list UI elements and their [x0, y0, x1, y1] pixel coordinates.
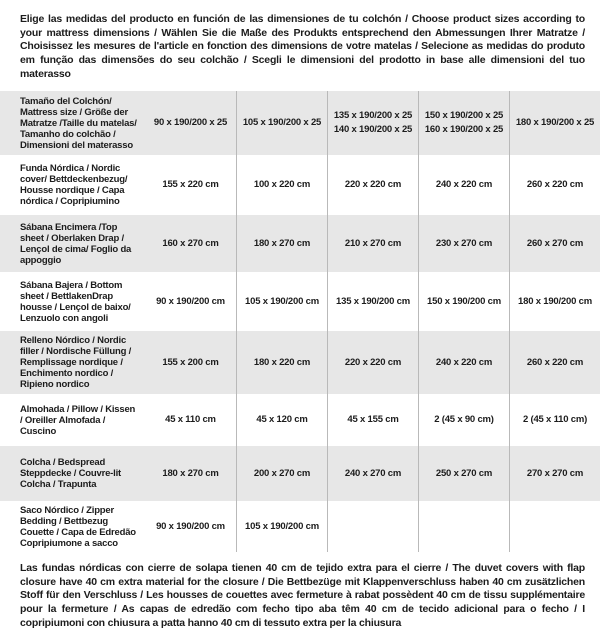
row-label: Sábana Encimera /Top sheet / Oberlaken Drap / Lençol de cima/ Foglio da appoggio	[20, 221, 132, 266]
row-label: Funda Nórdica / Nordic cover/ Bettdeckenbezug/ Housse nordique / Capa nórdica / Copripiumino	[20, 163, 128, 208]
row-label: Saco Nórdico / Zipper Bedding / Bettbezug Couette / Capa de Edredão Copripiumone a sacco	[20, 504, 136, 549]
size-cell: 220 x 220 cm	[327, 155, 418, 215]
table-row-bedspread	[0, 446, 600, 501]
size-cell: 135 x 190/200 x 25 140 x 190/200 x 25	[327, 91, 418, 155]
size-cell: 100 x 220 cm	[236, 155, 327, 215]
size-cell: 45 x 155 cm	[327, 394, 418, 446]
size-cell: 105 x 190/200 x 25	[236, 91, 327, 155]
size-cell: 155 x 220 cm	[162, 179, 219, 191]
row-label: Relleno Nórdico / Nordic filler / Nordische Füllung / Remplissage nordique / Enchimento nordico / Ripieno nordico	[20, 335, 132, 391]
size-cell: 180 x 190/200 x 25	[509, 91, 600, 155]
size-cell: 45 x 110 cm	[165, 414, 216, 426]
size-cell: 155 x 200 cm	[162, 356, 219, 368]
table-row-pillow	[0, 394, 600, 446]
size-cell	[418, 501, 509, 552]
size-cell: 150 x 190/200 cm	[418, 272, 509, 331]
size-cell: 240 x 220 cm	[418, 155, 509, 215]
size-cell: 90 x 190/200 cm	[156, 520, 225, 532]
size-cell: 45 x 120 cm	[236, 394, 327, 446]
size-cell: 260 x 220 cm	[509, 331, 600, 394]
size-cell: 260 x 220 cm	[509, 155, 600, 215]
size-cell: 220 x 220 cm	[327, 331, 418, 394]
size-cell: 230 x 270 cm	[418, 215, 509, 272]
size-cell: 200 x 270 cm	[236, 446, 327, 501]
size-cell: 135 x 190/200 cm	[327, 272, 418, 331]
size-cell: 2 (45 x 90 cm)	[418, 394, 509, 446]
table-row-zipper-bedding	[0, 501, 600, 552]
size-cell: 105 x 190/200 cm	[236, 501, 327, 552]
size-cell: 250 x 270 cm	[418, 446, 509, 501]
size-cell: 240 x 220 cm	[418, 331, 509, 394]
size-cell	[327, 501, 418, 552]
footnote-text: Las fundas nórdicas con cierre de solapa tienen 40 cm de tejido extra para el cierre / The duvet covers with flap closure have 40 cm extra material for the closure / Die Bettbezüge mit Klappenverschluss haben 40 cm zusätzlichen Stoff für den Verschluss / Les housses de couettes avec fermeture à rabat possèdent 40 cm de tissu supplémentaire pour la fermeture / As capas de edredão com fecho tipo aba têm 40 cm de tecido adicional para o fecho / I copripiumoni con chiusura a patta hanno 40 cm di tessuto extra per la chiusura	[20, 562, 585, 629]
size-cell: 240 x 270 cm	[327, 446, 418, 501]
row-label: Sábana Bajera / Bottom sheet / BettlakenDrap housse / Lençol de baixo/ Lenzuolo con angoli	[20, 279, 131, 324]
table-row-bottom-sheet	[0, 272, 600, 331]
intro-text: Elige las medidas del producto en función de las dimensiones de tu colchón / Choose product sizes according to your mattress dimensions / Wählen Sie die Maße des Produkts entsprechend den Abmessungen Ihrer Matratze / Choisissez les mesures de l'article en fonction des dimensions de votre matelas / Selecione as medidas do produto em função das dimensões do seu colchão / Scegli le dimensioni del prodotto in base alle dimensioni del tuo materasso	[20, 13, 585, 80]
size-cell	[509, 501, 600, 552]
row-label: Colcha / Bedspread Steppdecke / Couvre-lit Colcha / Trapunta	[20, 457, 121, 491]
table-row-nordic-filler	[0, 331, 600, 394]
product-size-table	[0, 91, 600, 552]
size-cell: 90 x 190/200 x 25	[153, 117, 228, 129]
size-cell: 90 x 190/200 cm	[156, 295, 225, 307]
row-label: Tamaño del Colchón/ Mattress size / Größe der Matratze /Taille du matelas/ Tamanho do colchão / Dimensioni del materasso	[20, 95, 137, 151]
table-row-top-sheet	[0, 215, 600, 272]
size-cell: 270 x 270 cm	[509, 446, 600, 501]
size-cell: 2 (45 x 110 cm)	[509, 394, 600, 446]
table-row-nordic-cover	[0, 155, 600, 215]
size-cell: 180 x 220 cm	[236, 331, 327, 394]
size-cell: 180 x 190/200 cm	[509, 272, 600, 331]
size-cell: 160 x 270 cm	[162, 237, 219, 249]
table-row-mattress-size	[0, 91, 600, 155]
size-cell: 105 x 190/200 cm	[236, 272, 327, 331]
size-cell: 180 x 270 cm	[236, 215, 327, 272]
size-cell: 150 x 190/200 x 25 160 x 190/200 x 25	[418, 91, 509, 155]
size-cell: 180 x 270 cm	[162, 467, 219, 479]
row-label: Almohada / Pillow / Kissen / Oreiller Almofada / Cuscino	[20, 403, 136, 437]
size-cell: 210 x 270 cm	[327, 215, 418, 272]
size-cell: 260 x 270 cm	[509, 215, 600, 272]
